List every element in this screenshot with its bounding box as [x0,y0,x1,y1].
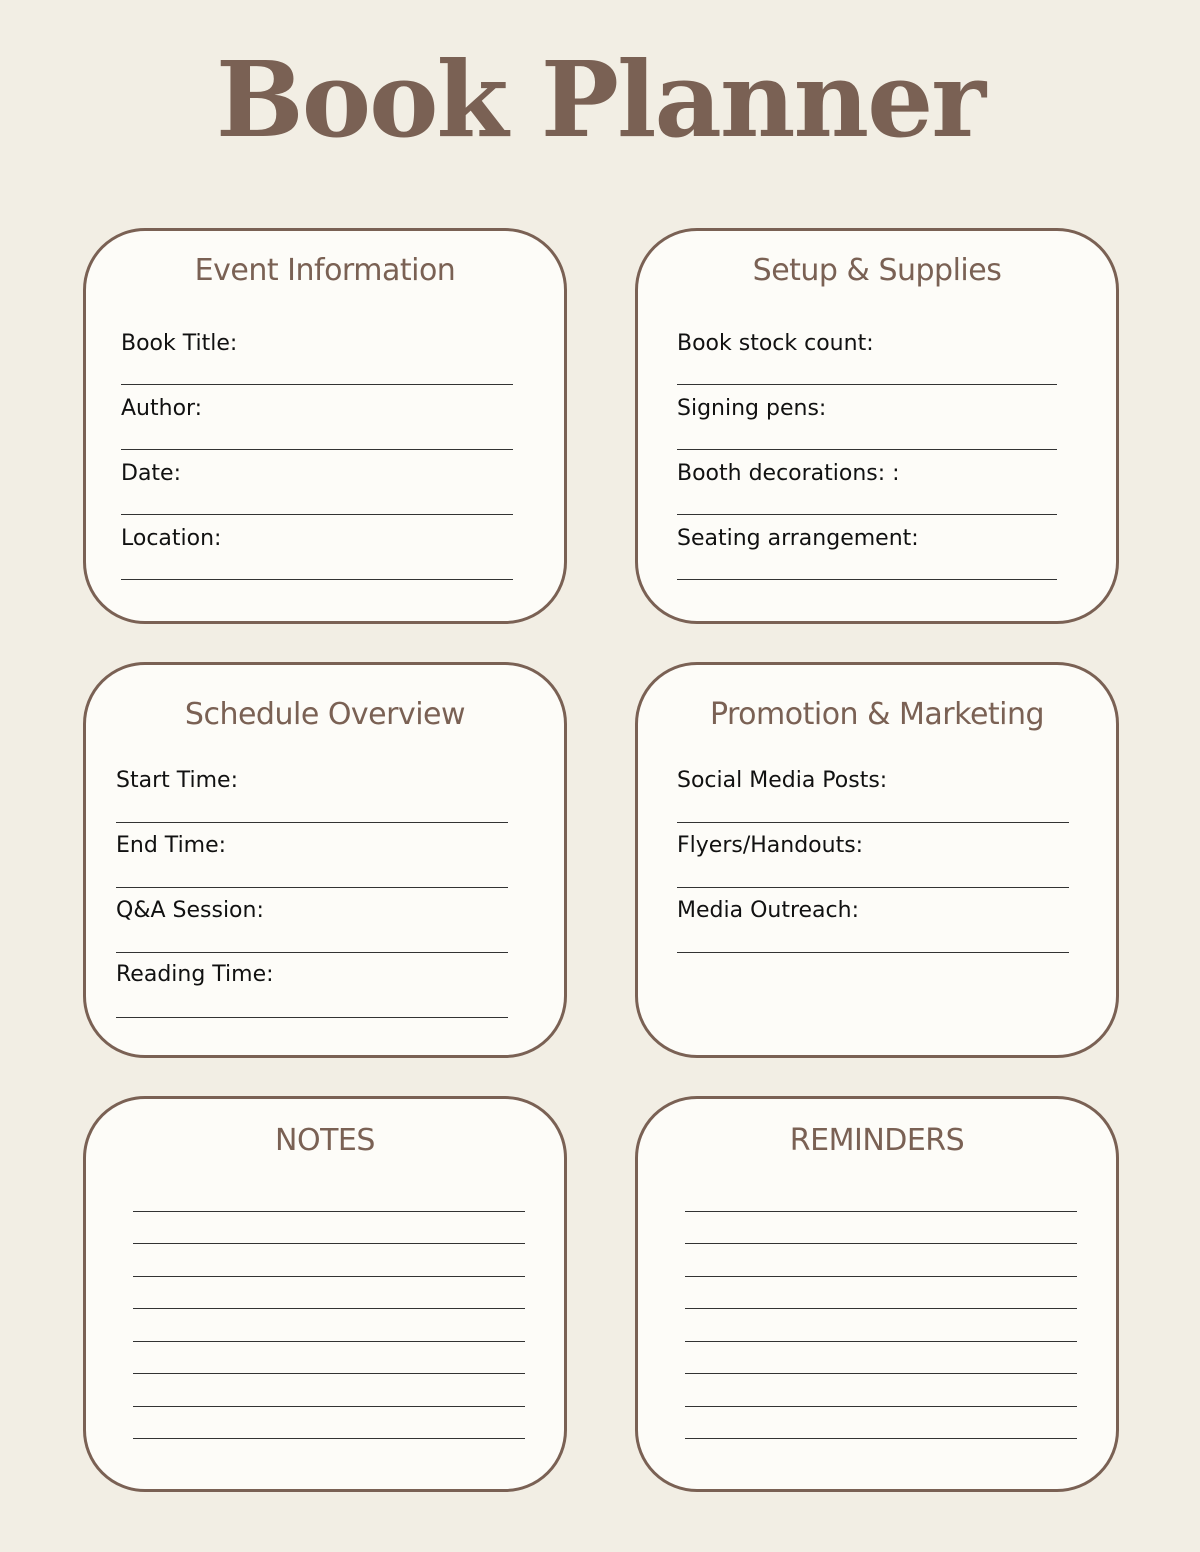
schedule-overview-title: Schedule Overview [184,697,466,732]
reminders-line[interactable] [685,1211,1077,1212]
notes-line[interactable] [133,1373,525,1374]
booth-decorations-label: Booth decorations: : [677,461,900,486]
event-information-title: Event Information [194,253,456,288]
reminders-line[interactable] [685,1341,1077,1342]
notes-line[interactable] [133,1211,525,1212]
date-line[interactable] [121,514,513,515]
seating-arrangement-label: Seating arrangement: [677,526,919,551]
location-line[interactable] [121,579,513,580]
flyers-handouts-line[interactable] [677,887,1069,888]
event-information-card [83,228,567,624]
author-line[interactable] [121,449,513,450]
media-outreach-label: Media Outreach: [677,898,859,923]
promotion-marketing-card [635,662,1119,1058]
booth-decorations-line[interactable] [677,514,1057,515]
reminders-line[interactable] [685,1373,1077,1374]
end-time-label: End Time: [116,833,227,858]
seating-arrangement-line[interactable] [677,579,1057,580]
setup-supplies-card [635,228,1119,624]
social-media-posts-label: Social Media Posts: [677,768,888,793]
date-label: Date: [121,461,181,486]
schedule-overview-card [83,662,567,1058]
notes-line[interactable] [133,1276,525,1277]
reminders-line[interactable] [685,1276,1077,1277]
promotion-marketing-title: Promotion & Marketing [709,697,1045,732]
notes-line[interactable] [133,1438,525,1439]
reminders-card [635,1096,1119,1492]
reminders-line[interactable] [685,1406,1077,1407]
page-title: Book Planner [215,38,985,161]
book-title-line[interactable] [121,384,513,385]
author-label: Author: [121,396,203,421]
setup-supplies-title: Setup & Supplies [752,253,1002,288]
book-stock-count-label: Book stock count: [677,331,874,356]
start-time-line[interactable] [116,822,508,823]
notes-line[interactable] [133,1341,525,1342]
qa-session-label: Q&A Session: [116,898,264,923]
flyers-handouts-label: Flyers/Handouts: [677,833,864,858]
start-time-label: Start Time: [116,768,238,793]
notes-line[interactable] [133,1406,525,1407]
notes-line[interactable] [133,1243,525,1244]
notes-title: NOTES [275,1123,375,1158]
location-label: Location: [121,526,222,551]
reminders-line[interactable] [685,1308,1077,1309]
reminders-line[interactable] [685,1438,1077,1439]
social-media-posts-line[interactable] [677,822,1069,823]
media-outreach-line[interactable] [677,952,1069,953]
qa-session-line[interactable] [116,952,508,953]
reminders-line[interactable] [685,1243,1077,1244]
end-time-line[interactable] [116,887,508,888]
notes-card [83,1096,567,1492]
reading-time-label: Reading Time: [116,962,274,987]
notes-line[interactable] [133,1308,525,1309]
reminders-title: REMINDERS [789,1123,965,1158]
book-title-label: Book Title: [121,331,238,356]
book-stock-count-line[interactable] [677,384,1057,385]
signing-pens-label: Signing pens: [677,396,827,421]
signing-pens-line[interactable] [677,449,1057,450]
reading-time-line[interactable] [116,1017,508,1018]
